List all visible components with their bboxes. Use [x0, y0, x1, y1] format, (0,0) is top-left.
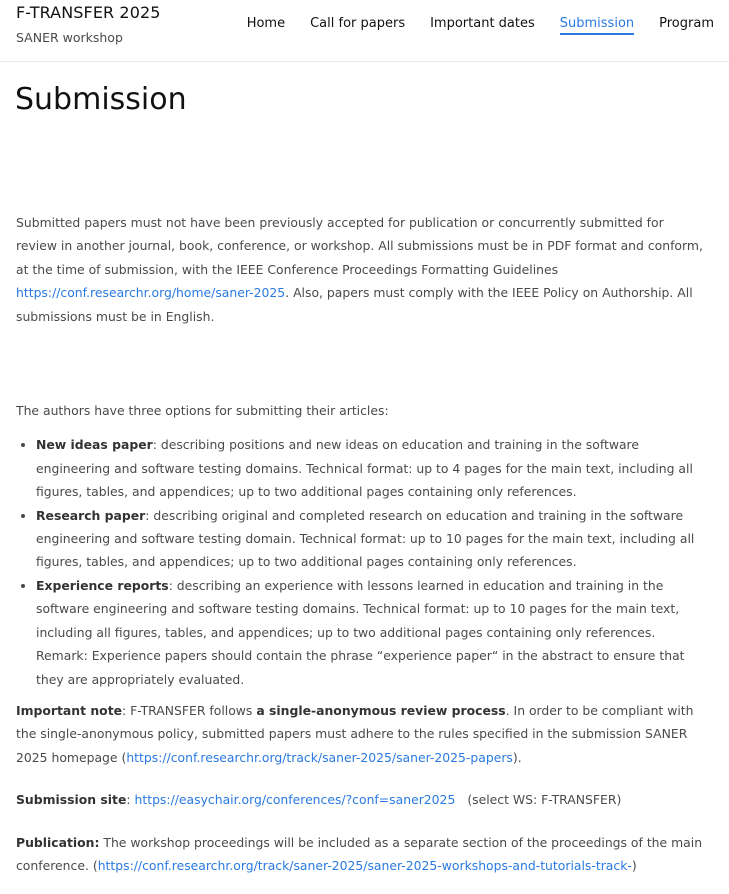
site-subtitle: SANER workshop	[16, 30, 123, 45]
submission-site: Submission site: https://easychair.org/conferences/?conf=saner2025 (select WS: F-TRANSFER)	[16, 792, 622, 808]
nav-program[interactable]: Program	[659, 16, 714, 31]
option-research-paper: • Research paper: describing original and completed research on education and training in the software engineering and software testing domain. Technical format: up to 10 pages for the main text, including all figures, tables, and appendices; up to two additional pages containing only references.	[36, 504, 706, 574]
main-nav	[222, 16, 714, 35]
publication-paragraph: Publication: The workshop proceedings will be included as a separate section of the proceedings of the main conference. (https://conf.researchr.org/track/saner-2025/saner-2025-workshops-and-tutorials-track-)	[16, 834, 703, 873]
intro-paragraph: Submitted papers must not have been previously accepted for publication or concurrently submitted for review in another journal, book, conference, or workshop. All submissions must be in PDF format and conform, at the time of submission, with the IEEE Conference Proceedings Formatting Guidelines https://conf.researchr.org/home/saner-2025. Also, papers must comply with the IEEE Policy on Authorship. All submissions must be in English.	[16, 215, 703, 324]
nav-call-for-papers[interactable]: Call for papers	[310, 16, 406, 31]
nav-home[interactable]: Home	[246, 16, 286, 31]
site-title[interactable]: F-TRANSFER 2025	[16, 3, 161, 22]
saner-papers-link[interactable]: https://conf.researchr.org/track/saner-2025/saner-2025-papers	[126, 749, 513, 765]
important-note: Important note: F-TRANSFER follows a single-anonymous review process. In order to be compliant with the single-anonymous policy, submitted papers must adhere to the rules specified in the submission SANER 2025 homepage (https://conf.researchr.org/track/saner-2025/saner-2025-papers).	[16, 702, 694, 765]
option-experience-reports: • Experience reports: describing an experience with lessons learned in education and training in the software engineering and software testing domains. Technical format: up to 10 pages for the main text, including all figures, tables, and appendices; up to two additional pages containing only references. Remark: Experience papers should contain the phrase “experience paper“ in the abstract to ensure that they are appropriately evaluated.	[36, 574, 706, 691]
site-header	[0, 0, 729, 62]
options-intro: The authors have three options for submitting their articles:	[16, 403, 389, 419]
page-title: Submission	[15, 82, 187, 117]
option-new-ideas-paper: • New ideas paper: describing positions and new ideas on education and training in the software engineering and software testing domains. Technical format: up to 4 pages for the main text, including all figures, tables, and appendices; up to two additional pages containing only references.	[36, 433, 706, 503]
nav-submission[interactable]: Submission	[560, 16, 634, 35]
nav-important-dates[interactable]: Important dates	[430, 16, 535, 31]
saner-home-link[interactable]: https://conf.researchr.org/home/saner-2025	[16, 285, 286, 301]
workshops-track-link[interactable]: https://conf.researchr.org/track/saner-2025/saner-2025-workshops-and-tutorials-track-	[97, 857, 632, 873]
submission-options-list	[16, 433, 706, 690]
page-content	[16, 211, 706, 877]
easychair-link[interactable]: https://easychair.org/conferences/?conf=saner2025	[134, 792, 456, 808]
